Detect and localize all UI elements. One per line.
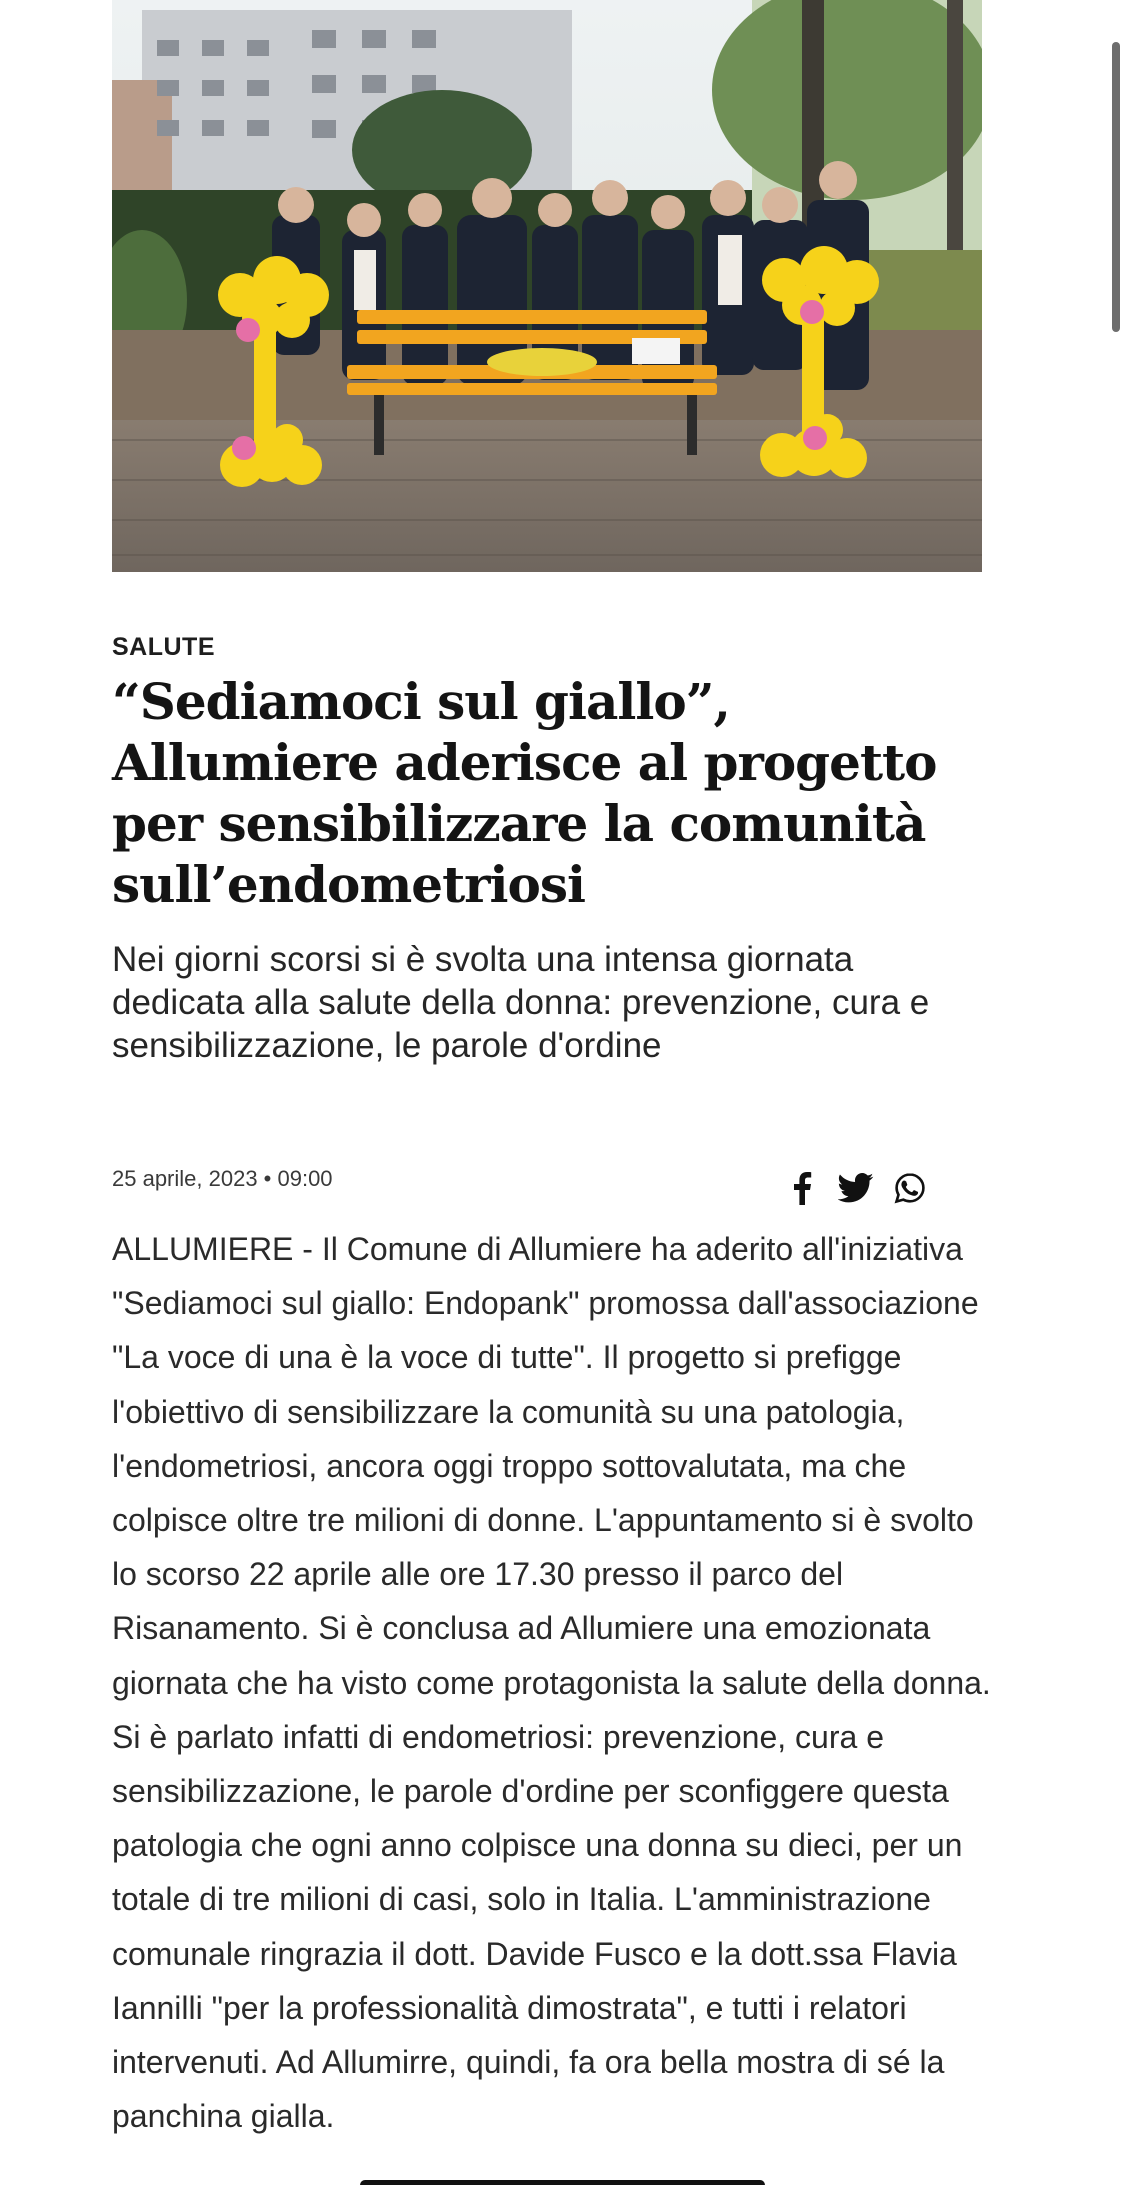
share-bar <box>784 1170 928 1206</box>
whatsapp-icon[interactable] <box>892 1170 928 1206</box>
scrollbar[interactable] <box>1112 42 1120 332</box>
facebook-icon[interactable] <box>784 1170 820 1206</box>
home-indicator[interactable] <box>360 2180 765 2185</box>
article-subtitle: Nei giorni scorsi si è svolta una intensa giornata dedicata alla salute della donna: prevenzione, cura e sensibilizzazione, le parole d'ordine <box>112 940 930 1065</box>
article-hero-image[interactable] <box>112 0 982 572</box>
park-photo <box>112 0 982 572</box>
article-category[interactable]: SALUTE <box>112 633 215 661</box>
article-body: ALLUMIERE - Il Comune di Allumiere ha aderito all'iniziativa "Sediamoci sul giallo: Endopank" promossa dall'associazione "La voce di una è la voce di tutte". Il progetto si prefigge l'obiettivo di sensibilizzare la comunità su una patologia, l'endometriosi, ancora oggi troppo sottovalutata, ma che colpisce oltre tre milioni di donne. L'appuntamento si è svolto lo scorso 22 aprile alle ore 17.30 presso il parco del Risanamento. Si è conclusa ad Allumiere una emozionata giornata che ha visto come protagonista la salute della donna. Si è parlato infatti di endometriosi: prevenzione, cura e sensibilizzazione, le parole d'ordine per sconfiggere questa patologia che ogni anno colpisce una donna su dieci, per un totale di tre milioni di casi, solo in Italia. L'amministrazione comunale ringrazia il dott. Davide Fusco e la dott.ssa Flavia Iannilli "per la professionalità dimostrata", e tutti i relatori intervenuti. Ad Allumirre, quindi, fa ora bella mostra di sé la panchina gialla. <box>112 1231 991 2135</box>
article-date: 25 aprile, 2023 • 09:00 <box>112 1166 333 1191</box>
twitter-icon[interactable] <box>838 1170 874 1206</box>
article-title: “Sediamoci sul giallo”, Allumiere aderisce al progetto per sensibilizzare la comunità sull’endometriosi <box>112 672 937 914</box>
article-meta <box>112 1166 932 1214</box>
